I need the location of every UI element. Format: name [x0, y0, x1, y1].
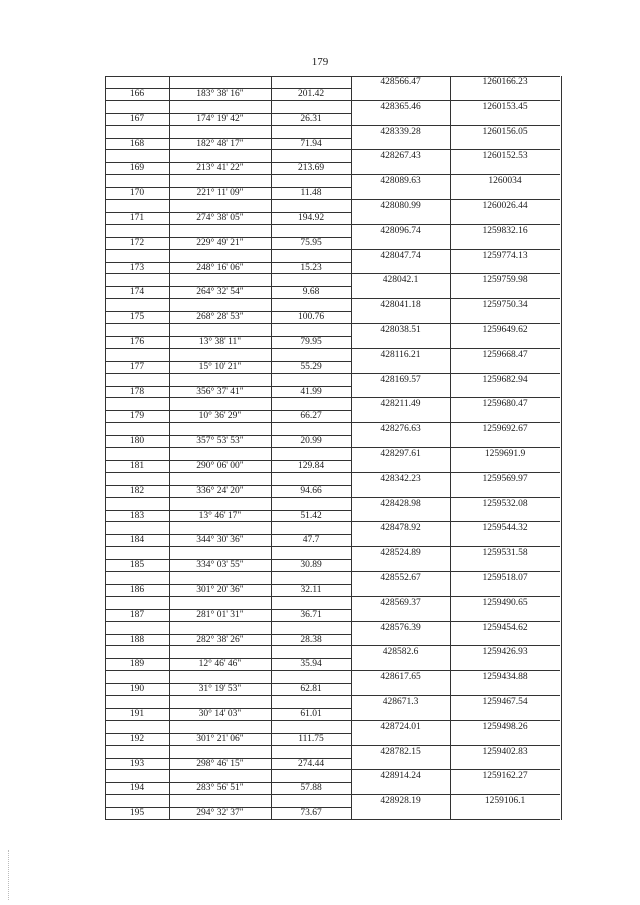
- table-row: [105, 274, 560, 299]
- distance: 79.95: [300, 336, 322, 347]
- table-row: [105, 423, 560, 448]
- point-number: 190: [129, 684, 145, 695]
- bearing: 213° 41' 22": [196, 163, 244, 174]
- coordinate-x: 428552.67: [380, 572, 421, 583]
- distance: 61.01: [300, 708, 322, 719]
- coordinate-x: 428576.39: [380, 622, 421, 633]
- bearing: 274° 38' 05": [196, 212, 244, 223]
- table-row: [105, 398, 560, 423]
- table-row: [105, 671, 560, 696]
- distance: 55.29: [300, 361, 322, 372]
- bearing: 13° 46' 17": [198, 510, 242, 521]
- point-number: 195: [129, 808, 145, 819]
- coordinate-y: 1259544.32: [482, 523, 528, 534]
- coordinate-x: 428478.92: [380, 523, 421, 534]
- distance: 100.76: [297, 312, 325, 323]
- table-row: [105, 746, 560, 771]
- point-number: 168: [129, 138, 145, 149]
- distance: 30.89: [300, 560, 322, 571]
- distance: 75.95: [300, 237, 322, 248]
- point-number: 184: [129, 535, 145, 546]
- point-number: 177: [129, 361, 145, 372]
- bearing: 290° 06' 00": [196, 460, 244, 471]
- bearing: 357° 53' 53": [196, 436, 244, 447]
- point-number: 167: [129, 113, 145, 124]
- point-number: 181: [129, 460, 145, 471]
- table-row: [105, 150, 560, 175]
- bearing: 264° 32' 54": [196, 287, 244, 298]
- point-number: 186: [129, 584, 145, 595]
- distance: 94.66: [300, 485, 322, 496]
- coordinate-x: 428096.74: [380, 225, 421, 236]
- coordinate-y: 1259682.94: [482, 374, 528, 385]
- table-row: [105, 721, 560, 746]
- coordinate-y: 1259750.34: [482, 300, 528, 311]
- distance: 57.88: [300, 783, 322, 794]
- distance: 47.7: [302, 535, 320, 546]
- bearing: 294° 32' 37": [196, 808, 244, 819]
- coordinate-y: 1259668.47: [482, 349, 528, 360]
- bearing: 283° 56' 51": [196, 783, 244, 794]
- point-number: 191: [129, 708, 145, 719]
- distance: 11.48: [300, 188, 322, 199]
- point-number: 180: [129, 436, 145, 447]
- coordinate-y: 1259692.67: [482, 424, 528, 435]
- table-row: [105, 498, 560, 523]
- distance: 41.99: [300, 386, 322, 397]
- bearing: 182° 48' 17": [196, 138, 244, 149]
- coordinate-x: 428169.57: [380, 374, 421, 385]
- table-row: [105, 473, 560, 498]
- bearing: 229° 49' 21": [196, 237, 244, 248]
- distance: 9.68: [302, 287, 320, 298]
- bearing: 30° 14' 03": [198, 708, 242, 719]
- coordinate-x: 428569.37: [380, 597, 421, 608]
- coordinate-x: 428047.74: [380, 250, 421, 261]
- coordinate-x: 428339.28: [380, 126, 421, 137]
- coordinate-x: 428524.89: [380, 548, 421, 559]
- bearing: 268° 28' 53": [196, 312, 244, 323]
- coordinate-x: 428116.21: [380, 349, 421, 360]
- bearing: 298° 46' 15": [196, 758, 244, 769]
- coordinate-y: 1259691.9: [484, 448, 526, 459]
- coordinate-y: 1259490.65: [482, 597, 528, 608]
- coordinate-x: 428276.63: [380, 424, 421, 435]
- table-row: [105, 324, 560, 349]
- bearing: 282° 38' 26": [196, 634, 244, 645]
- table-row: [105, 770, 560, 795]
- coordinate-x: 428267.43: [380, 151, 421, 162]
- coordinate-y: 1260026.44: [482, 200, 528, 211]
- distance: 15.23: [300, 262, 322, 273]
- table-row: [105, 126, 560, 151]
- table-row: [105, 374, 560, 399]
- coordinate-y: 1259467.54: [482, 696, 528, 707]
- distance: 201.42: [297, 89, 325, 99]
- coordinate-y: 1259759.98: [482, 275, 528, 286]
- distance: 129.84: [297, 460, 325, 471]
- coordinate-x: 428211.49: [380, 399, 421, 410]
- distance: 62.81: [300, 684, 322, 695]
- coordinate-y: 1259106.1: [484, 796, 526, 807]
- point-number: 174: [129, 287, 145, 298]
- distance: 35.94: [300, 659, 322, 670]
- coordinate-y: 1259569.97: [482, 473, 528, 484]
- coordinate-y: 1259434.88: [482, 672, 528, 683]
- point-number: 169: [129, 163, 145, 174]
- coordinate-x: 428042.1: [382, 275, 419, 286]
- coordinate-y: 1260156.05: [482, 126, 528, 137]
- bearing: 12° 46' 46": [198, 659, 242, 670]
- point-number: 192: [129, 733, 145, 744]
- bearing: 174° 19' 42": [196, 113, 244, 124]
- coordinate-x: 428428.98: [380, 498, 421, 509]
- coordinate-y: 1259774.13: [482, 250, 528, 261]
- coordinate-y: 1259402.83: [482, 746, 528, 757]
- coordinate-y: 1259518.07: [482, 572, 528, 583]
- coordinate-y: 1260034: [488, 176, 522, 187]
- table-row: [105, 646, 560, 671]
- point-number: 175: [129, 312, 145, 323]
- coordinate-x: 428671.3: [382, 696, 419, 707]
- distance: 213.69: [297, 163, 325, 174]
- bearing: 281° 01' 31": [196, 609, 244, 620]
- bearing: 31° 19' 53": [198, 684, 242, 695]
- distance: 20.99: [300, 436, 322, 447]
- coordinate-y: 1260152.53: [482, 151, 528, 162]
- distance: 51.42: [300, 510, 322, 521]
- distance: 26.31: [300, 113, 322, 124]
- point-number: 179: [129, 411, 145, 422]
- point-number: 183: [129, 510, 145, 521]
- coordinate-y: 1260166.23: [482, 77, 528, 87]
- distance: 274.44: [297, 758, 325, 769]
- point-number: 187: [129, 609, 145, 620]
- page-number: 179: [311, 56, 329, 68]
- distance: 36.71: [300, 609, 322, 620]
- coordinate-x: 428089.63: [380, 176, 421, 187]
- bearing: 10° 36' 29": [198, 411, 242, 422]
- distance: 66.27: [300, 411, 322, 422]
- bearing: 344° 30' 36": [196, 535, 244, 546]
- distance: 32.11: [300, 584, 322, 595]
- bearing: 336° 24' 20": [196, 485, 244, 496]
- table-row: [105, 250, 560, 275]
- coordinate-x: 428038.51: [380, 324, 421, 335]
- table-row: [105, 547, 560, 572]
- table-row: [105, 225, 560, 250]
- coordinate-x: 428724.01: [380, 721, 421, 732]
- distance: 71.94: [300, 138, 322, 149]
- coordinate-x: 428297.61: [380, 448, 421, 459]
- coordinate-y: 1260153.45: [482, 101, 528, 112]
- coordinate-x: 428617.65: [380, 672, 421, 683]
- point-number: 193: [129, 758, 145, 769]
- coordinate-x: 428782.15: [380, 746, 421, 757]
- distance: 28.38: [300, 634, 322, 645]
- bearing: 15° 10' 21": [198, 361, 242, 372]
- coordinate-x: 428080.99: [380, 200, 421, 211]
- point-number: 171: [129, 212, 145, 223]
- point-number: 170: [129, 188, 145, 199]
- bearing: 301° 20' 36": [196, 584, 244, 595]
- point-number: 185: [129, 560, 145, 571]
- point-number: 189: [129, 659, 145, 670]
- coordinate-x: 428365.46: [380, 101, 421, 112]
- coordinate-y: 1259531.58: [482, 548, 528, 559]
- coordinate-y: 1259680.47: [482, 399, 528, 410]
- table-row: [105, 175, 560, 200]
- bearing: 221° 11' 09": [196, 188, 244, 199]
- distance: 194.92: [297, 212, 325, 223]
- bearing: 334° 03' 55": [196, 560, 244, 571]
- coordinate-y: 1259162.27: [482, 771, 528, 782]
- table-row: [105, 101, 560, 126]
- coordinate-table: [105, 76, 560, 820]
- coordinate-y: 1259454.62: [482, 622, 528, 633]
- table-row: [105, 696, 560, 721]
- coordinate-y: 1259532.08: [482, 498, 528, 509]
- coordinate-x: 428342.23: [380, 473, 421, 484]
- point-number: 172: [129, 237, 145, 248]
- table-row: [105, 299, 560, 324]
- distance: 73.67: [300, 808, 322, 819]
- table-row: [105, 200, 560, 225]
- coordinate-x: 428566.47: [380, 77, 421, 87]
- table-row: [105, 349, 560, 374]
- table-row: [105, 622, 560, 647]
- coordinate-y: 1259426.93: [482, 647, 528, 658]
- table-row: [105, 597, 560, 622]
- point-number: 194: [129, 783, 145, 794]
- bearing: 183° 38' 16": [196, 89, 244, 99]
- coordinate-y: 1259498.26: [482, 721, 528, 732]
- table-row: [105, 522, 560, 547]
- scan-margin-marks: [8, 850, 10, 900]
- coordinate-x: 428914.24: [380, 771, 421, 782]
- table-row: [105, 76, 560, 101]
- point-number: 178: [129, 386, 145, 397]
- table-row: [105, 572, 560, 597]
- point-number: 173: [129, 262, 145, 273]
- bearing: 13° 38' 11": [198, 336, 242, 347]
- coordinate-y: 1259649.62: [482, 324, 528, 335]
- table-row: [105, 448, 560, 473]
- bearing: 356° 37' 41": [196, 386, 244, 397]
- point-number: 182: [129, 485, 145, 496]
- distance: 111.75: [298, 733, 324, 744]
- table-row: [105, 795, 560, 820]
- bearing: 301° 21' 06": [196, 733, 244, 744]
- coordinate-x: 428928.19: [380, 796, 421, 807]
- coordinate-x: 428041.18: [380, 300, 421, 311]
- coordinate-x: 428582.6: [382, 647, 419, 658]
- bearing: 248° 16' 06": [196, 262, 244, 273]
- point-number: 166: [129, 89, 145, 99]
- coordinate-y: 1259832.16: [482, 225, 528, 236]
- point-number: 176: [129, 336, 145, 347]
- point-number: 188: [129, 634, 145, 645]
